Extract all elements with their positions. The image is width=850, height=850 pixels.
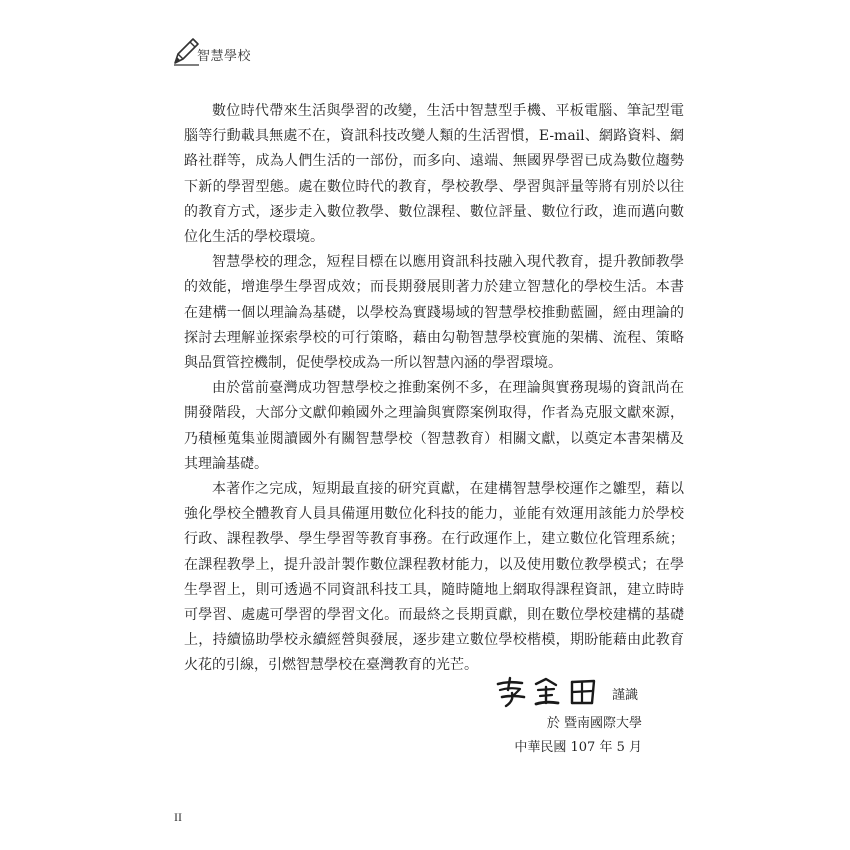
header-title: 智慧學校 bbox=[197, 49, 252, 64]
paragraph: 智慧學校的理念，短程目標在以應用資訊科技融入現代教育，提升教師教學的效能，增進學生學習成效；而長期發展則著力於建立智慧化的學校生活。本書在建構一個以理論為基礎，以學校為實踐場域的智慧學校推動藍圖，經由理論的探討去理解並探索學校的可行策略，藉由勾勒智慧學校實施的架構、流程、策略與品質管控機制，促使學校成為一所以智慧內涵的學習環境。 bbox=[184, 254, 684, 372]
signature-date: 中華民國 107 年 5 月 bbox=[514, 740, 642, 755]
handwritten-signature bbox=[492, 676, 610, 708]
preface-body bbox=[184, 99, 684, 679]
paragraph: 由於當前臺灣成功智慧學校之推動案例不多，在理論與實務現場的資訊尚在開發階段，大部分文獻仰賴國外之理論與實際案例取得，作者為克服文獻來源，乃積極蒐集並閱讀國外有關智慧學校（智慧教育）相關文獻，以奠定本書架構及其理論基礎。 bbox=[184, 380, 684, 472]
paragraph: 數位時代帶來生活與學習的改變，生活中智慧型手機、平板電腦、筆記型電腦等行動載具無處不在，資訊科技改變人類的生活習慣，E-mail、網路資料、網路社群等，成為人們生活的一部份，而多向、遠端、無國界學習已成為數位趨勢下新的學習型態。處在數位時代的教育，學校教學、學習與評量等將有別於以往的教育方式，逐步走入數位教學、數位課程、數位評量、數位行政，進而邁向數位化生活的學校環境。 bbox=[184, 103, 684, 246]
running-header bbox=[173, 36, 313, 66]
signature-block bbox=[470, 676, 680, 766]
page-number: II bbox=[174, 810, 182, 824]
signature-suffix: 謹識 bbox=[612, 688, 639, 703]
signature-place: 於 暨南國際大學 bbox=[546, 716, 642, 731]
paragraph: 本著作之完成，短期最直接的研究貢獻，在建構智慧學校運作之雛型，藉以強化學校全體教育人員具備運用數位化科技的能力，並能有效運用該能力於學校行政、課程教學、學生學習等教育事務。在行政運作上，建立數位化管理系統；在課程教學上，提升設計製作數位課程教材能力，以及使用數位教學模式；在學生學習上，則可透過不同資訊科技工具，隨時隨地上網取得課程資訊，建立時時可學習、處處可學習的學習文化。而最終之長期貢獻，則在數位學校建構的基礎上，持續協助學校永續經營與發展，逐步建立數位學校楷模，期盼能藉由此教育火花的引線，引燃智慧學校在臺灣教育的光芒。 bbox=[184, 481, 684, 674]
